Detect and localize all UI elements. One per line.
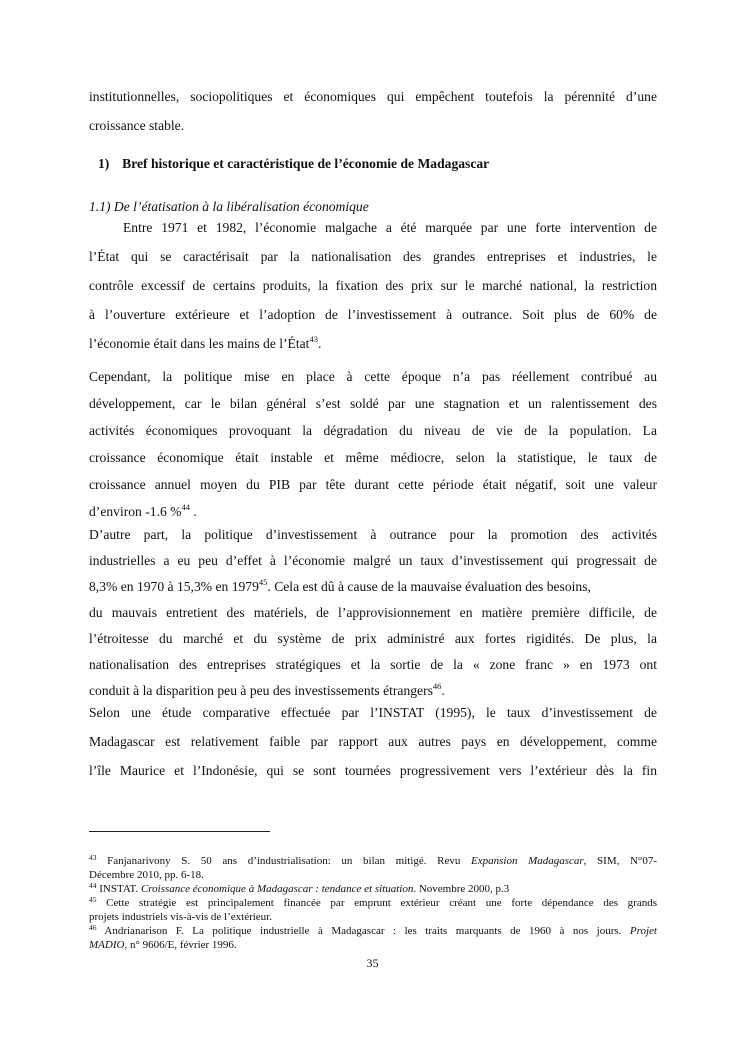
footnote-43-line-2: Décembre 2010, pp. 6-18.	[89, 869, 204, 881]
footnote-44-text-a: INSTAT.	[96, 883, 141, 895]
p1-line-2: l’État qui se caractérisait par la nationalisation des grandes entreprises et industries, le	[89, 249, 657, 264]
p3-line-1: D’autre part, la politique d’investissement à outrance pour la promotion des activités	[89, 527, 657, 542]
p2-line-6-end: .	[190, 504, 197, 519]
p2-line-5: croissance annuel moyen du PIB par tête durant cette période était négatif, soit une valeur	[89, 477, 657, 492]
footnote-43	[89, 854, 657, 868]
p2-line-6	[89, 503, 657, 521]
p4-line-3: l’île Maurice et l’Indonésie, qui se sont tournées progressivement vers l’extérieur dès la fin	[89, 763, 657, 778]
footnote-44-text-b: . Novembre 2000, p.3	[413, 883, 510, 895]
footnote-46-number: 46	[89, 923, 97, 932]
footnote-43-number: 43	[89, 853, 97, 862]
footnote-44-title: Croissance économique à Madagascar : tendance et situation	[140, 883, 414, 895]
intro-line-1: institutionnelles, sociopolitiques et économiques qui empêchent toutefois la pérennité d’une	[89, 89, 657, 104]
section-number: 1)	[98, 156, 110, 171]
p1-line-5-end: .	[317, 336, 322, 351]
footnote-46-line-2	[89, 938, 657, 952]
footnote-46-text-a: Andrianarison F. La politique industrielle à Madagascar : les traits marquants de 1960 à nos jours.	[96, 925, 630, 937]
footnote-ref-46[interactable]: 46	[432, 681, 442, 691]
p3-line-7-end: .	[441, 683, 445, 698]
footnote-45	[89, 896, 657, 910]
p2-line-6-text: d’environ -1.6 %	[89, 504, 182, 519]
p3-line-2: industrielles a eu peu d’effet à l’économie malgré un taux d’investissement qui progressait de	[89, 553, 657, 568]
footnote-46-text-b: , n° 9606/E, février 1996.	[124, 939, 237, 951]
p2-line-1: Cependant, la politique mise en place à cette époque n’a pas réellement contribué au	[89, 369, 657, 384]
footnote-ref-45[interactable]: 45	[258, 577, 268, 587]
p1-line-4: à l’ouverture extérieure et l’adoption de l’investissement à outrance. Soit plus de 60% de	[89, 307, 657, 322]
p1-line-5	[89, 335, 657, 353]
p1-line-1: Entre 1971 et 1982, l’économie malgache a été marquée par une forte intervention de	[123, 220, 657, 235]
footnote-46-italic-b: MADIO	[89, 939, 125, 951]
footnote-45-number: 45	[89, 895, 97, 904]
footnote-separator	[89, 831, 270, 832]
p1-line-5-text: l’économie était dans les mains de l’État	[89, 336, 310, 351]
footnote-44-number: 44	[89, 881, 97, 890]
footnote-44	[89, 882, 657, 896]
p3-line-3	[89, 578, 657, 596]
p3-line-4: du mauvais entretient des matériels, de l’approvisionnement en matière première difficile, de	[89, 605, 657, 620]
page-number: 35	[366, 956, 379, 970]
intro-line-2: croissance stable.	[89, 118, 185, 133]
p3-line-6: nationalisation des entreprises stratégiques et la sortie de la « zone franc » en 1973 ont	[89, 657, 657, 672]
footnote-45-line-2: projets industriels vis-à-vis de l’extérieur.	[89, 911, 272, 923]
footnote-ref-44[interactable]: 44	[181, 502, 190, 512]
footnote-43-text-b: , SIM, N°07-	[583, 855, 657, 867]
p2-line-3: activités économiques provoquant la dégradation du niveau de vie de la population. La	[89, 423, 657, 438]
footnote-46-italic-a: Projet	[629, 925, 657, 937]
p2-line-4: croissance économique était instable et même médiocre, selon la statistique, le taux de	[89, 450, 657, 465]
footnote-43-journal: Expansion Madagascar	[471, 855, 584, 867]
p2-line-2: développement, car le bilan général s’est soldé par une stagnation et un ralentissement des	[89, 396, 657, 411]
footnote-46	[89, 924, 657, 938]
p3-line-7	[89, 682, 657, 700]
footnote-43-text-a: Fanjanarivony S. 50 ans d’industrialisation: un bilan mitigé. Revu	[96, 855, 471, 867]
footnote-45-text: Cette stratégie est principalement financée par emprunt extérieur créant une forte dépendance des grands	[96, 897, 657, 909]
p3-line-3-text-b: . Cela est dû à cause de la mauvaise évaluation des besoins,	[267, 579, 591, 594]
p3-line-5: l’étroitesse du marché et du système de prix administré aux fortes rigidités. De plus, la	[89, 631, 657, 646]
subsection-title: 1.1) De l’étatisation à la libéralisation économique	[89, 199, 369, 214]
p1-line-3: contrôle excessif de certains produits, la fixation des prix sur le marché national, la restriction	[89, 278, 657, 293]
section-title: Bref historique et caractéristique de l’économie de Madagascar	[122, 156, 490, 171]
p4-line-1: Selon une étude comparative effectuée par l’INSTAT (1995), le taux d’investissement de	[89, 705, 657, 720]
p4-line-2: Madagascar est relativement faible par rapport aux autres pays en développement, comme	[89, 734, 657, 749]
footnote-ref-43[interactable]: 43	[309, 334, 318, 344]
p3-line-3-text-a: 8,3% en 1970 à 15,3% en 1979	[89, 579, 259, 594]
p3-line-7-text: conduit à la disparition peu à peu des investissements étrangers	[89, 683, 433, 698]
